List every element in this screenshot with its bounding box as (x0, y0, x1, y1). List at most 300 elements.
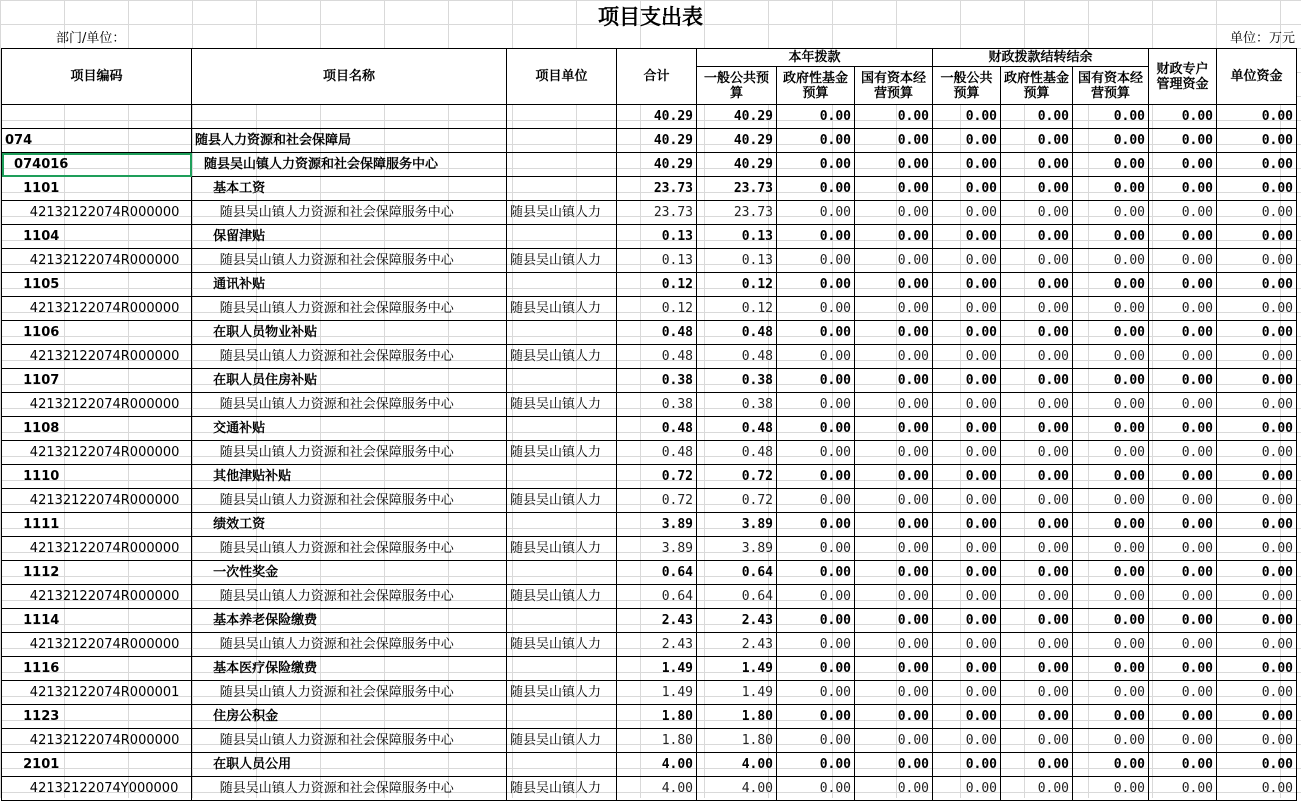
cell-value[interactable]: 0.00 (933, 249, 1001, 273)
cell-unit[interactable] (507, 561, 617, 585)
cell-value[interactable]: 0.00 (1001, 105, 1073, 129)
cell-value[interactable]: 0.00 (777, 777, 855, 801)
cell-value[interactable]: 0.00 (1001, 537, 1073, 561)
cell-value[interactable]: 0.00 (1001, 441, 1073, 465)
cell-unit[interactable]: 随县吴山镇人力 (507, 249, 617, 273)
cell-value[interactable]: 0.00 (855, 273, 933, 297)
cell-value[interactable]: 0.00 (933, 513, 1001, 537)
cell-value[interactable]: 0.00 (1149, 681, 1217, 705)
cell-value[interactable]: 0.00 (1073, 153, 1149, 177)
cell-value[interactable]: 0.00 (777, 201, 855, 225)
cell-unit[interactable] (507, 609, 617, 633)
cell-value[interactable]: 0.00 (1149, 177, 1217, 201)
cell-name[interactable]: 通讯补贴 (192, 273, 507, 297)
cell-value[interactable]: 0.00 (855, 681, 933, 705)
cell-value[interactable]: 0.00 (1001, 513, 1073, 537)
cell-value[interactable]: 0.00 (855, 465, 933, 489)
cell-value[interactable]: 0.00 (855, 777, 933, 801)
cell-value[interactable]: 0.00 (1001, 369, 1073, 393)
cell-unit[interactable]: 随县吴山镇人力 (507, 585, 617, 609)
cell-value[interactable]: 1.49 (697, 657, 777, 681)
cell-name[interactable]: 交通补贴 (192, 417, 507, 441)
cell-value[interactable]: 0.00 (933, 201, 1001, 225)
cell-value[interactable]: 0.00 (933, 321, 1001, 345)
header-total[interactable]: 合计 (617, 49, 697, 105)
cell-value[interactable]: 0.48 (697, 417, 777, 441)
cell-value[interactable]: 23.73 (617, 201, 697, 225)
cell-value[interactable]: 0.00 (933, 729, 1001, 753)
header-group-current-year[interactable]: 本年拨款 (697, 49, 933, 67)
cell-value[interactable]: 0.00 (1149, 609, 1217, 633)
cell-value[interactable]: 0.00 (1001, 249, 1073, 273)
cell-value[interactable]: 0.00 (1073, 465, 1149, 489)
cell-value[interactable]: 0.38 (697, 369, 777, 393)
cell-code[interactable]: 42132122074Y000000 (2, 777, 192, 801)
cell-value[interactable]: 0.00 (933, 345, 1001, 369)
cell-value[interactable]: 3.89 (697, 537, 777, 561)
cell-code[interactable]: 2101 (2, 753, 192, 777)
cell-name[interactable]: 在职人员住房补贴 (192, 369, 507, 393)
cell-code[interactable]: 42132122074R000000 (2, 441, 192, 465)
cell-value[interactable]: 0.00 (777, 225, 855, 249)
cell-value[interactable]: 0.00 (855, 345, 933, 369)
cell-value[interactable]: 0.00 (855, 513, 933, 537)
cell-value[interactable]: 0.00 (855, 225, 933, 249)
cell-value[interactable]: 0.00 (1149, 705, 1217, 729)
cell-value[interactable]: 0.00 (1073, 537, 1149, 561)
cell-value[interactable]: 0.00 (1001, 177, 1073, 201)
cell-value[interactable]: 0.00 (1149, 585, 1217, 609)
cell-value[interactable]: 0.00 (855, 321, 933, 345)
cell-value[interactable]: 0.00 (777, 657, 855, 681)
cell-code[interactable]: 1114 (2, 609, 192, 633)
header-g2-general[interactable]: 一般公共预算 (933, 67, 1001, 105)
cell-value[interactable]: 40.29 (617, 105, 697, 129)
cell-value[interactable]: 0.48 (617, 417, 697, 441)
cell-value[interactable]: 0.38 (617, 393, 697, 417)
cell-name[interactable]: 随县吴山镇人力资源和社会保障服务中心 (192, 345, 507, 369)
cell-value[interactable]: 1.49 (617, 657, 697, 681)
cell-name[interactable]: 绩效工资 (192, 513, 507, 537)
cell-value[interactable]: 40.29 (617, 129, 697, 153)
cell-value[interactable]: 0.00 (1149, 777, 1217, 801)
cell-name[interactable]: 随县吴山镇人力资源和社会保障服务中心 (192, 585, 507, 609)
cell-value[interactable]: 0.00 (1149, 153, 1217, 177)
cell-code[interactable]: 1101 (2, 177, 192, 201)
cell-value[interactable]: 1.80 (617, 705, 697, 729)
cell-value[interactable]: 0.00 (777, 249, 855, 273)
cell-value[interactable]: 3.89 (617, 513, 697, 537)
cell-value[interactable]: 0.00 (933, 633, 1001, 657)
cell-value[interactable]: 0.00 (933, 705, 1001, 729)
cell-value[interactable]: 0.00 (777, 489, 855, 513)
cell-value[interactable]: 0.00 (1001, 753, 1073, 777)
cell-value[interactable]: 40.29 (697, 105, 777, 129)
cell-value[interactable]: 0.48 (697, 321, 777, 345)
cell-unit[interactable] (507, 465, 617, 489)
cell-value[interactable]: 3.89 (697, 513, 777, 537)
cell-value[interactable]: 0.00 (1073, 729, 1149, 753)
cell-value[interactable]: 0.72 (697, 489, 777, 513)
cell-value[interactable]: 0.72 (697, 465, 777, 489)
cell-value[interactable]: 0.00 (1001, 465, 1073, 489)
cell-value[interactable]: 0.00 (777, 393, 855, 417)
cell-value[interactable]: 0.00 (933, 225, 1001, 249)
cell-value[interactable]: 0.00 (1073, 225, 1149, 249)
cell-value[interactable]: 0.00 (855, 177, 933, 201)
cell-code[interactable]: 1111 (2, 513, 192, 537)
cell-unit[interactable]: 随县吴山镇人力 (507, 201, 617, 225)
cell-value[interactable]: 0.12 (697, 273, 777, 297)
cell-value[interactable]: 0.12 (617, 273, 697, 297)
cell-value[interactable]: 2.43 (617, 633, 697, 657)
cell-value[interactable]: 0.00 (777, 297, 855, 321)
cell-value[interactable]: 0.38 (617, 369, 697, 393)
cell-value[interactable]: 4.00 (697, 753, 777, 777)
cell-value[interactable]: 0.00 (1217, 537, 1297, 561)
cell-value[interactable]: 0.00 (1073, 177, 1149, 201)
cell-unit[interactable]: 随县吴山镇人力 (507, 681, 617, 705)
cell-unit[interactable]: 随县吴山镇人力 (507, 393, 617, 417)
cell-value[interactable]: 0.00 (933, 129, 1001, 153)
cell-code[interactable]: 074 (2, 129, 192, 153)
header-g2-state[interactable]: 国有资本经营预算 (1073, 67, 1149, 105)
cell-value[interactable]: 0.00 (777, 705, 855, 729)
cell-unit[interactable] (507, 273, 617, 297)
cell-value[interactable]: 40.29 (617, 153, 697, 177)
cell-value[interactable]: 0.00 (1149, 249, 1217, 273)
cell-value[interactable]: 1.49 (697, 681, 777, 705)
cell-value[interactable]: 0.00 (1217, 297, 1297, 321)
cell-unit[interactable]: 随县吴山镇人力 (507, 777, 617, 801)
cell-value[interactable]: 0.00 (1149, 753, 1217, 777)
cell-value[interactable]: 0.00 (1217, 393, 1297, 417)
cell-value[interactable]: 0.00 (1001, 417, 1073, 441)
cell-value[interactable]: 0.00 (933, 489, 1001, 513)
cell-name[interactable]: 随县吴山镇人力资源和社会保障服务中心 (192, 777, 507, 801)
cell-value[interactable]: 4.00 (697, 777, 777, 801)
cell-value[interactable]: 0.00 (855, 417, 933, 441)
cell-value[interactable]: 0.00 (1149, 225, 1217, 249)
cell-value[interactable]: 0.00 (1217, 321, 1297, 345)
cell-value[interactable]: 0.00 (777, 585, 855, 609)
cell-value[interactable]: 0.00 (1001, 585, 1073, 609)
cell-value[interactable]: 0.64 (697, 561, 777, 585)
cell-value[interactable]: 0.00 (1217, 345, 1297, 369)
cell-unit[interactable] (507, 153, 617, 177)
cell-value[interactable]: 0.00 (1073, 561, 1149, 585)
header-g1-state[interactable]: 国有资本经营预算 (855, 67, 933, 105)
cell-code[interactable]: 1110 (2, 465, 192, 489)
cell-value[interactable]: 0.00 (1073, 105, 1149, 129)
cell-value[interactable]: 0.00 (1073, 321, 1149, 345)
cell-code[interactable]: 1116 (2, 657, 192, 681)
cell-value[interactable]: 0.00 (1073, 393, 1149, 417)
cell-value[interactable]: 0.00 (1073, 249, 1149, 273)
cell-value[interactable]: 0.00 (1001, 345, 1073, 369)
cell-value[interactable]: 4.00 (617, 753, 697, 777)
cell-unit[interactable]: 随县吴山镇人力 (507, 345, 617, 369)
cell-value[interactable]: 0.00 (1001, 633, 1073, 657)
cell-value[interactable]: 1.80 (617, 729, 697, 753)
cell-value[interactable]: 0.00 (1217, 753, 1297, 777)
cell-code[interactable]: 1104 (2, 225, 192, 249)
cell-value[interactable]: 0.00 (933, 153, 1001, 177)
cell-value[interactable]: 0.72 (617, 465, 697, 489)
cell-unit[interactable]: 随县吴山镇人力 (507, 297, 617, 321)
cell-unit[interactable] (507, 129, 617, 153)
cell-unit[interactable] (507, 177, 617, 201)
cell-value[interactable]: 0.00 (1073, 705, 1149, 729)
cell-value[interactable]: 0.00 (1001, 225, 1073, 249)
cell-value[interactable]: 0.00 (1149, 393, 1217, 417)
cell-value[interactable]: 0.00 (777, 729, 855, 753)
cell-value[interactable]: 0.00 (1001, 489, 1073, 513)
cell-value[interactable]: 0.00 (1217, 513, 1297, 537)
cell-code[interactable]: 42132122074R000000 (2, 297, 192, 321)
cell-value[interactable]: 0.00 (1149, 369, 1217, 393)
cell-value[interactable]: 0.00 (1217, 489, 1297, 513)
cell-value[interactable]: 0.00 (1073, 273, 1149, 297)
cell-value[interactable]: 0.00 (777, 513, 855, 537)
cell-value[interactable]: 0.00 (1001, 609, 1073, 633)
cell-value[interactable]: 0.00 (1001, 321, 1073, 345)
cell-value[interactable]: 0.64 (697, 585, 777, 609)
cell-code[interactable]: 1112 (2, 561, 192, 585)
cell-value[interactable]: 0.00 (855, 201, 933, 225)
cell-value[interactable]: 0.00 (1217, 225, 1297, 249)
cell-value[interactable]: 0.00 (1001, 273, 1073, 297)
cell-name[interactable]: 随县吴山镇人力资源和社会保障服务中心 (192, 153, 507, 177)
cell-code[interactable]: 42132122074R000001 (2, 681, 192, 705)
cell-name[interactable]: 在职人员物业补贴 (192, 321, 507, 345)
cell-value[interactable]: 0.13 (697, 225, 777, 249)
cell-value[interactable]: 0.00 (1073, 369, 1149, 393)
cell-value[interactable]: 0.00 (1073, 657, 1149, 681)
cell-value[interactable]: 2.43 (617, 609, 697, 633)
cell-value[interactable]: 0.64 (617, 585, 697, 609)
cell-value[interactable]: 0.00 (1149, 441, 1217, 465)
cell-value[interactable]: 3.89 (617, 537, 697, 561)
cell-value[interactable]: 23.73 (697, 177, 777, 201)
cell-value[interactable]: 0.00 (1001, 777, 1073, 801)
cell-value[interactable]: 0.00 (1217, 201, 1297, 225)
cell-value[interactable]: 0.00 (777, 681, 855, 705)
cell-value[interactable]: 0.00 (933, 561, 1001, 585)
cell-value[interactable]: 1.80 (697, 729, 777, 753)
cell-code[interactable]: 1123 (2, 705, 192, 729)
header-name[interactable]: 项目名称 (192, 49, 507, 105)
cell-value[interactable]: 0.48 (697, 345, 777, 369)
header-g2-fund[interactable]: 政府性基金预算 (1001, 67, 1073, 105)
cell-value[interactable]: 0.00 (777, 537, 855, 561)
cell-value[interactable]: 0.00 (1217, 633, 1297, 657)
cell-value[interactable]: 0.00 (1073, 777, 1149, 801)
cell-value[interactable]: 0.48 (617, 345, 697, 369)
cell-value[interactable]: 0.48 (697, 441, 777, 465)
cell-value[interactable]: 0.00 (1217, 705, 1297, 729)
cell-value[interactable]: 0.00 (1073, 345, 1149, 369)
cell-unit[interactable] (507, 657, 617, 681)
cell-code[interactable]: 074016 (2, 153, 192, 177)
cell-value[interactable]: 0.00 (1073, 681, 1149, 705)
cell-value[interactable]: 0.00 (1217, 681, 1297, 705)
cell-value[interactable]: 4.00 (617, 777, 697, 801)
cell-value[interactable]: 0.00 (855, 537, 933, 561)
cell-value[interactable]: 0.00 (1073, 585, 1149, 609)
cell-code[interactable]: 42132122074R000000 (2, 489, 192, 513)
cell-value[interactable]: 0.00 (1001, 657, 1073, 681)
cell-value[interactable]: 0.00 (777, 609, 855, 633)
cell-code[interactable]: 42132122074R000000 (2, 345, 192, 369)
cell-value[interactable]: 0.00 (1217, 177, 1297, 201)
cell-value[interactable]: 2.43 (697, 609, 777, 633)
cell-code[interactable]: 42132122074R000000 (2, 633, 192, 657)
cell-value[interactable]: 0.00 (777, 345, 855, 369)
cell-code[interactable]: 42132122074R000000 (2, 249, 192, 273)
cell-value[interactable]: 0.00 (933, 609, 1001, 633)
cell-value[interactable]: 0.48 (617, 441, 697, 465)
cell-value[interactable]: 0.00 (777, 441, 855, 465)
cell-unit[interactable] (507, 753, 617, 777)
cell-code[interactable]: 1108 (2, 417, 192, 441)
cell-value[interactable]: 0.00 (1149, 345, 1217, 369)
cell-value[interactable]: 0.00 (777, 273, 855, 297)
cell-value[interactable]: 0.00 (777, 633, 855, 657)
cell-value[interactable]: 0.00 (1149, 321, 1217, 345)
cell-name[interactable]: 随县吴山镇人力资源和社会保障服务中心 (192, 393, 507, 417)
cell-name[interactable]: 基本工资 (192, 177, 507, 201)
cell-value[interactable]: 0.00 (855, 393, 933, 417)
cell-unit[interactable]: 随县吴山镇人力 (507, 537, 617, 561)
cell-unit[interactable]: 随县吴山镇人力 (507, 489, 617, 513)
cell-value[interactable]: 0.00 (1217, 153, 1297, 177)
cell-value[interactable]: 0.00 (1073, 633, 1149, 657)
cell-value[interactable]: 0.00 (855, 585, 933, 609)
cell-code[interactable]: 42132122074R000000 (2, 585, 192, 609)
cell-value[interactable]: 0.00 (1149, 729, 1217, 753)
cell-value[interactable]: 0.00 (1217, 585, 1297, 609)
header-g1-general[interactable]: 一般公共预算 (697, 67, 777, 105)
cell-unit[interactable] (507, 321, 617, 345)
cell-value[interactable]: 0.00 (1149, 513, 1217, 537)
cell-unit[interactable] (507, 513, 617, 537)
cell-value[interactable]: 0.00 (1001, 153, 1073, 177)
cell-value[interactable]: 0.72 (617, 489, 697, 513)
cell-unit[interactable] (507, 705, 617, 729)
cell-value[interactable]: 0.00 (1149, 537, 1217, 561)
cell-value[interactable]: 0.00 (1149, 657, 1217, 681)
cell-name[interactable]: 基本养老保险缴费 (192, 609, 507, 633)
cell-code[interactable] (2, 105, 192, 129)
cell-value[interactable]: 0.00 (777, 105, 855, 129)
cell-unit[interactable]: 随县吴山镇人力 (507, 441, 617, 465)
cell-value[interactable]: 0.00 (1149, 273, 1217, 297)
cell-value[interactable]: 0.12 (617, 297, 697, 321)
cell-value[interactable]: 0.00 (855, 753, 933, 777)
cell-value[interactable]: 0.00 (777, 753, 855, 777)
cell-value[interactable]: 0.00 (933, 441, 1001, 465)
cell-value[interactable]: 0.00 (777, 177, 855, 201)
cell-value[interactable]: 0.00 (1217, 729, 1297, 753)
cell-value[interactable]: 0.00 (1001, 561, 1073, 585)
header-code[interactable]: 项目编码 (2, 49, 192, 105)
cell-value[interactable]: 0.00 (855, 441, 933, 465)
cell-value[interactable]: 0.00 (1217, 129, 1297, 153)
cell-value[interactable]: 0.00 (933, 393, 1001, 417)
cell-value[interactable]: 0.00 (1217, 441, 1297, 465)
cell-name[interactable]: 随县吴山镇人力资源和社会保障服务中心 (192, 729, 507, 753)
cell-name[interactable]: 随县吴山镇人力资源和社会保障服务中心 (192, 297, 507, 321)
cell-value[interactable]: 0.38 (697, 393, 777, 417)
cell-value[interactable]: 2.43 (697, 633, 777, 657)
cell-value[interactable]: 0.00 (1217, 249, 1297, 273)
cell-value[interactable]: 0.00 (855, 633, 933, 657)
cell-value[interactable]: 0.00 (1217, 561, 1297, 585)
cell-value[interactable]: 0.00 (933, 657, 1001, 681)
cell-value[interactable]: 0.00 (777, 417, 855, 441)
cell-name[interactable] (192, 105, 507, 129)
cell-value[interactable]: 0.00 (1149, 489, 1217, 513)
cell-value[interactable]: 0.00 (933, 369, 1001, 393)
cell-value[interactable]: 40.29 (697, 129, 777, 153)
cell-unit[interactable] (507, 225, 617, 249)
cell-value[interactable]: 0.00 (777, 321, 855, 345)
cell-value[interactable]: 0.00 (1149, 105, 1217, 129)
cell-value[interactable]: 40.29 (697, 153, 777, 177)
cell-value[interactable]: 0.64 (617, 561, 697, 585)
cell-value[interactable]: 0.00 (1149, 297, 1217, 321)
cell-value[interactable]: 0.00 (933, 177, 1001, 201)
cell-name[interactable]: 随县吴山镇人力资源和社会保障服务中心 (192, 537, 507, 561)
cell-code[interactable]: 1105 (2, 273, 192, 297)
cell-value[interactable]: 0.00 (1217, 417, 1297, 441)
cell-value[interactable]: 0.00 (1001, 393, 1073, 417)
cell-value[interactable]: 0.00 (855, 249, 933, 273)
cell-code[interactable]: 42132122074R000000 (2, 537, 192, 561)
cell-name[interactable]: 随县吴山镇人力资源和社会保障服务中心 (192, 681, 507, 705)
cell-value[interactable]: 0.00 (777, 153, 855, 177)
cell-value[interactable]: 0.00 (1073, 513, 1149, 537)
cell-value[interactable]: 0.00 (933, 105, 1001, 129)
cell-name[interactable]: 随县吴山镇人力资源和社会保障服务中心 (192, 441, 507, 465)
cell-value[interactable]: 0.00 (855, 705, 933, 729)
cell-unit[interactable]: 随县吴山镇人力 (507, 729, 617, 753)
cell-value[interactable]: 23.73 (617, 177, 697, 201)
cell-value[interactable]: 0.00 (933, 273, 1001, 297)
cell-value[interactable]: 0.13 (697, 249, 777, 273)
cell-value[interactable]: 0.00 (1149, 465, 1217, 489)
cell-unit[interactable] (507, 369, 617, 393)
cell-value[interactable]: 0.00 (855, 609, 933, 633)
cell-value[interactable]: 0.00 (933, 465, 1001, 489)
cell-value[interactable]: 0.00 (777, 561, 855, 585)
cell-name[interactable]: 随县吴山镇人力资源和社会保障服务中心 (192, 489, 507, 513)
cell-name[interactable]: 保留津贴 (192, 225, 507, 249)
cell-value[interactable]: 0.00 (1001, 705, 1073, 729)
cell-name[interactable]: 一次性奖金 (192, 561, 507, 585)
cell-value[interactable]: 0.00 (855, 105, 933, 129)
cell-value[interactable]: 0.00 (933, 417, 1001, 441)
cell-name[interactable]: 随县吴山镇人力资源和社会保障服务中心 (192, 201, 507, 225)
cell-value[interactable]: 0.00 (1149, 129, 1217, 153)
cell-name[interactable]: 随县吴山镇人力资源和社会保障服务中心 (192, 249, 507, 273)
header-own-funds[interactable]: 单位资金 (1217, 49, 1297, 105)
cell-value[interactable]: 0.00 (1149, 561, 1217, 585)
cell-value[interactable]: 0.00 (933, 297, 1001, 321)
cell-value[interactable]: 0.00 (777, 465, 855, 489)
cell-code[interactable]: 42132122074R000000 (2, 729, 192, 753)
